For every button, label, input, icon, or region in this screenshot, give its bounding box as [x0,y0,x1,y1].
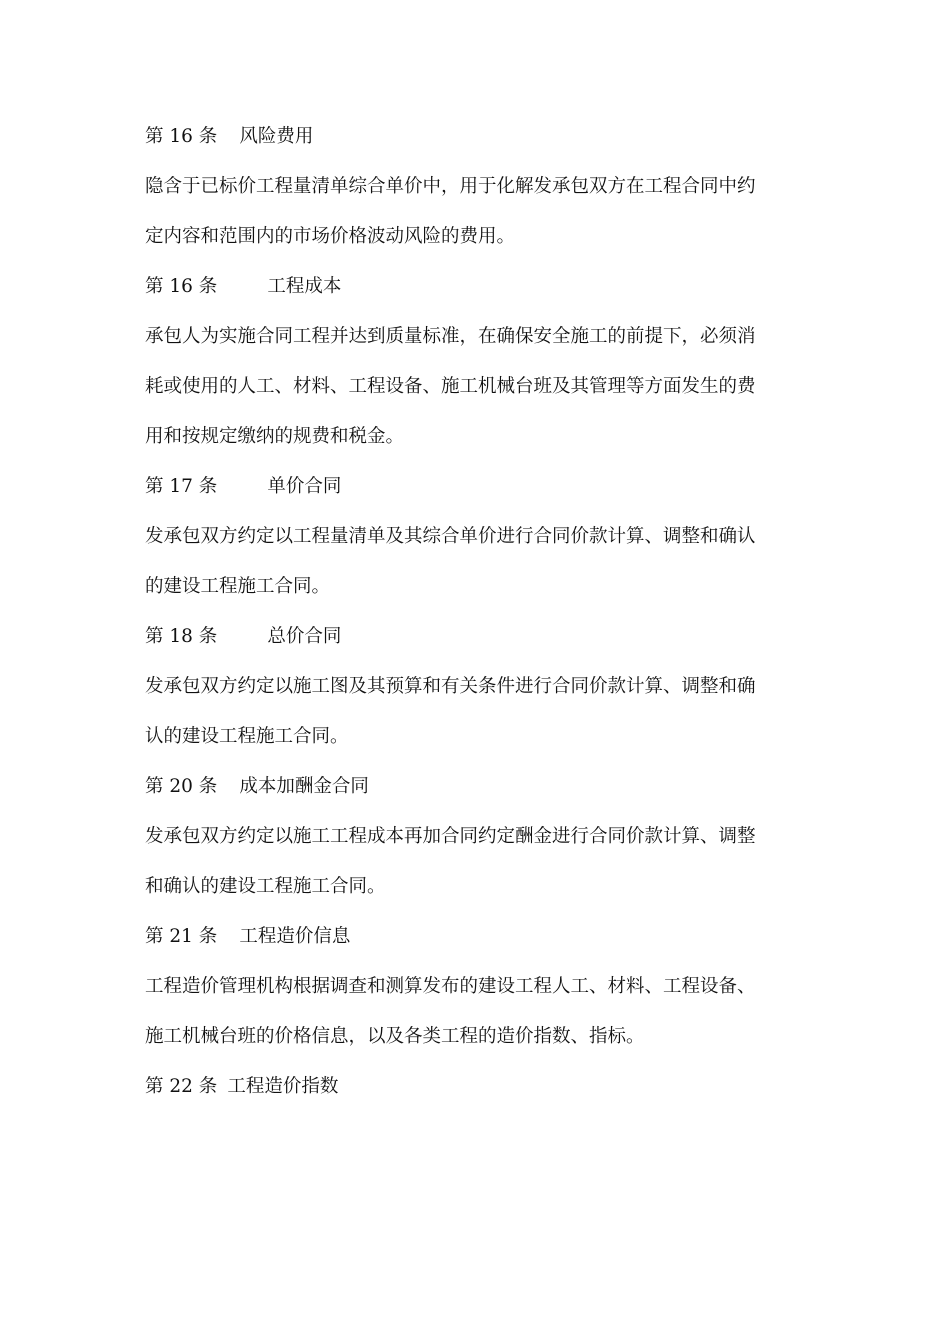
article-title: 总价合同 [267,626,342,647]
article-text-line: 的建设工程施工合同。 [145,576,331,597]
article-title: 工程成本 [267,276,342,297]
article-text-line: 定内容和范围内的市场价格波动风险的费用。 [145,226,516,247]
article-text-line: 施工机械台班的价格信息，以及各类工程的造价指数、指标。 [145,1026,645,1047]
article-number: 第 22 条 [145,1076,218,1097]
article-heading [145,262,815,312]
article-number: 第 21 条 [145,926,218,947]
article-title: 工程造价指数 [227,1076,339,1097]
article-title: 单价合同 [267,476,342,497]
article-number: 第 16 条 [145,126,218,147]
article-text-line: 和确认的建设工程施工合同。 [145,876,386,897]
article-text-line: 耗或使用的人工、材料、工程设备、施工机械台班及其管理等方面发生的费 [145,376,756,397]
article-number: 第 16 条 [145,276,218,297]
article-text-line: 承包人为实施合同工程并达到质量标准，在确保安全施工的前提下，必须消 [145,326,756,347]
article-title: 风险费用 [239,126,314,147]
article-text-line: 发承包双方约定以施工工程成本再加合同约定酬金进行合同价款计算、调整 [145,826,756,847]
article-title: 工程造价信息 [239,926,351,947]
article-title: 成本加酬金合同 [239,776,369,797]
article-heading [145,462,815,512]
article-text-line: 发承包双方约定以工程量清单及其综合单价进行合同价款计算、调整和确认 [145,526,756,547]
article-text-line: 用和按规定缴纳的规费和税金。 [145,426,405,447]
article-number: 第 18 条 [145,626,218,647]
article-text-line: 工程造价管理机构根据调查和测算发布的建设工程人工、材料、工程设备、 [145,976,756,997]
article-text-line: 隐含于已标价工程量清单综合单价中，用于化解发承包双方在工程合同中约 [145,176,756,197]
article-heading [145,912,815,962]
document-page [145,112,815,1112]
article-number: 第 17 条 [145,476,218,497]
article-heading [145,112,815,162]
article-heading [145,612,815,662]
article-heading [145,762,815,812]
article-text-line: 认的建设工程施工合同。 [145,726,349,747]
article-text-line: 发承包双方约定以施工图及其预算和有关条件进行合同价款计算、调整和确 [145,676,756,697]
article-heading [145,1062,815,1112]
article-number: 第 20 条 [145,776,218,797]
